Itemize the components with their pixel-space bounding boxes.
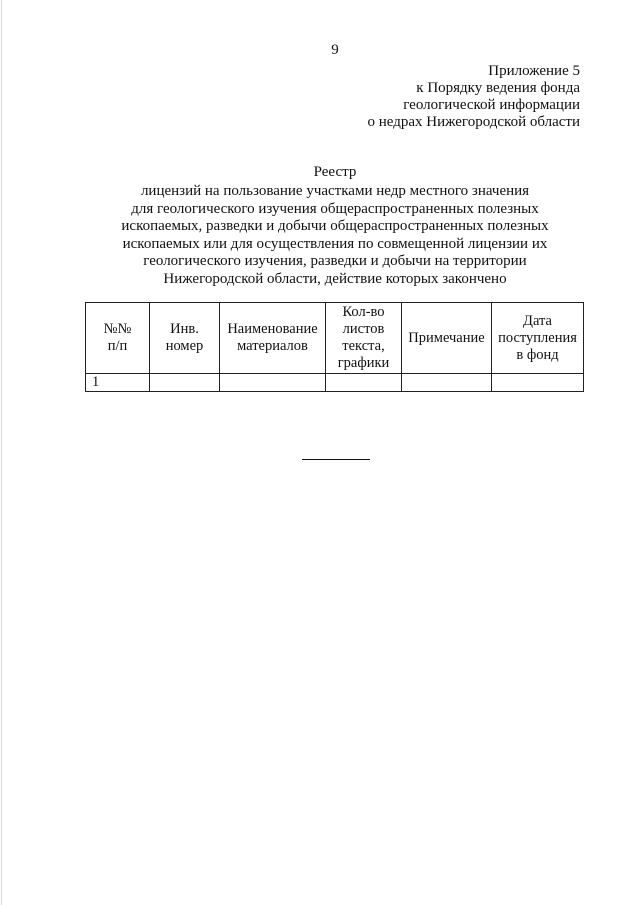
appendix-line: о недрах Нижегородской области bbox=[367, 114, 580, 130]
table-cell: 1 bbox=[86, 374, 150, 392]
header-line: поступления bbox=[498, 329, 577, 346]
header-line: номер bbox=[165, 338, 204, 354]
header-line: Кол-во bbox=[342, 304, 385, 320]
appendix-block bbox=[330, 63, 580, 131]
subtitle-line: ископаемых, разведки и добычи общераспространенных полезных bbox=[121, 218, 549, 235]
register-subtitle bbox=[0, 183, 640, 289]
header-line: листов bbox=[342, 321, 385, 337]
subtitle-line: лицензий на пользование участками недр местного значения bbox=[140, 183, 530, 199]
table-cell bbox=[492, 374, 584, 392]
header-line: графики bbox=[337, 355, 390, 371]
appendix-line: геологической информации bbox=[403, 97, 580, 113]
header-sheet-count bbox=[326, 303, 402, 374]
subtitle-line: ископаемых или для осуществления по совмещенной лицензии их bbox=[122, 235, 548, 252]
header-receipt-date bbox=[492, 303, 584, 374]
subtitle-line: Нижегородской области, действие которых закончено bbox=[163, 270, 507, 287]
registry-table bbox=[85, 302, 584, 392]
table-cell bbox=[402, 374, 492, 392]
header-line: в фонд bbox=[516, 346, 559, 363]
appendix-line: к Порядку ведения фонда bbox=[416, 80, 580, 96]
header-line: материалов bbox=[237, 338, 308, 354]
header-line: Наименование bbox=[227, 321, 318, 337]
register-title: Реестр bbox=[313, 164, 357, 180]
header-line: Дата bbox=[523, 312, 552, 329]
header-materials-name bbox=[220, 303, 326, 374]
table-header-row bbox=[86, 303, 584, 374]
appendix-line: Приложение 5 bbox=[488, 63, 580, 79]
header-line: №№ bbox=[103, 321, 132, 337]
header-inventory-number bbox=[150, 303, 220, 374]
table-cell bbox=[150, 374, 220, 392]
header-number bbox=[86, 303, 150, 374]
table-cell bbox=[220, 374, 326, 392]
closing-rule bbox=[302, 459, 370, 460]
header-line: Инв. bbox=[170, 321, 199, 337]
table-row bbox=[86, 374, 584, 392]
subtitle-line: геологического изучения, разведки и добычи на территории bbox=[143, 253, 527, 270]
header-line: п/п bbox=[107, 338, 128, 354]
header-line: текста, bbox=[342, 338, 385, 354]
header-note bbox=[402, 303, 492, 374]
header-line: Примечание bbox=[408, 329, 485, 346]
subtitle-line: для геологического изучения общераспространенных полезных bbox=[131, 200, 539, 217]
page-edge bbox=[1, 0, 2, 905]
table-cell bbox=[326, 374, 402, 392]
page-number: 9 bbox=[331, 42, 339, 58]
